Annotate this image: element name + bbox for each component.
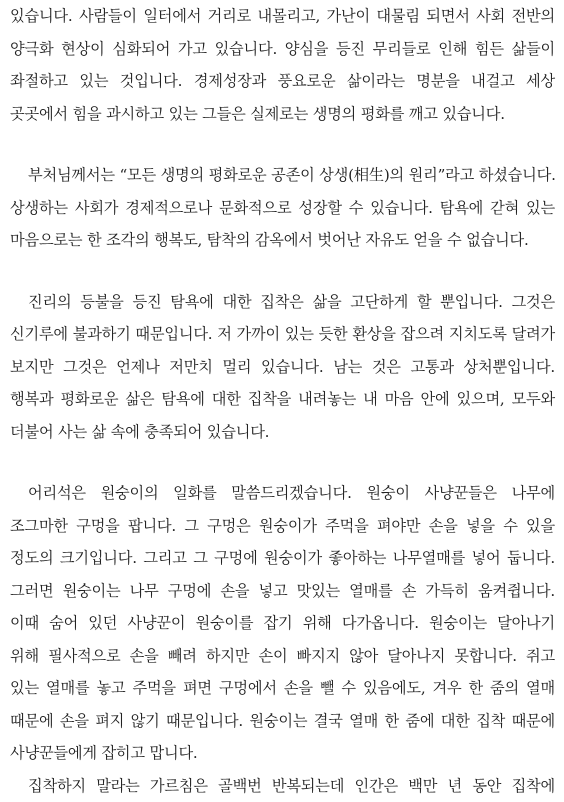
text-line: 집착하지 말라는 가르침은 골백번 반복되는데 인간은 백만 년 동안 집착에 — [10, 770, 555, 802]
text-line: 때문에 손을 펴지 않기 때문입니다. 원숭이는 결국 열매 한 줌에 대한 집착 때문에 — [10, 705, 555, 738]
paragraph-2 — [10, 159, 555, 257]
text-line: 정도의 크기입니다. 그리고 그 구멍에 원숭이가 좋아하는 나무열매를 넣어 둡니다. — [10, 542, 555, 575]
text-line: 행복과 평화로운 삶은 탐욕에 대한 집착을 내려놓는 내 마음 안에 있으며, 모두와 — [10, 383, 555, 416]
text-line: 어리석은 원숭이의 일화를 말씀드리겠습니다. 원숭이 사냥꾼들은 나무에 — [10, 477, 555, 510]
paragraph-1 — [10, 0, 555, 130]
text-line: 상생하는 사회가 경제적으로나 문화적으로 성장할 수 있습니다. 탐욕에 갇혀 있는 — [10, 192, 555, 225]
text-line: 보지만 그것은 언제나 저만치 멀리 있습니다. 남는 것은 고통과 상처뿐입니다. — [10, 351, 555, 384]
text-line: 마음으로는 한 조각의 행복도, 탐착의 감옥에서 벗어난 자유도 얻을 수 없습니다. — [10, 224, 555, 257]
text-line: 더불어 사는 삶 속에 충족되어 있습니다. — [10, 416, 555, 449]
text-line: 진리의 등불을 등진 탐욕에 대한 집착은 삶을 고단하게 할 뿐입니다. 그것은 — [10, 286, 555, 319]
document-body — [10, 0, 555, 802]
text-line: 있습니다. 사람들이 일터에서 거리로 내몰리고, 가난이 대물림 되면서 사회 전반의 — [10, 0, 555, 33]
text-line: 조그마한 구멍을 팝니다. 그 구멍은 원숭이가 주먹을 펴야만 손을 넣을 수 있을 — [10, 510, 555, 543]
text-line: 위해 필사적으로 손을 빼려 하지만 손이 빠지지 않아 달아나지 못합니다. 쥐고 — [10, 640, 555, 673]
text-line: 좌절하고 있는 것입니다. 경제성장과 풍요로운 삶이라는 명분을 내걸고 세상 — [10, 65, 555, 98]
text-line: 신기루에 불과하기 때문입니다. 저 가까이 있는 듯한 환상을 잡으려 지치도록 달려가 — [10, 318, 555, 351]
text-line: 사냥꾼들에게 잡히고 맙니다. — [10, 737, 555, 770]
paragraph-5 — [10, 770, 555, 802]
text-line: 곳곳에서 힘을 과시하고 있는 그들은 실제로는 생명의 평화를 깨고 있습니다. — [10, 98, 555, 131]
text-line: 양극화 현상이 심화되어 가고 있습니다. 양심을 등진 무리들로 인해 힘든 삶들이 — [10, 33, 555, 66]
text-line: 부처님께서는 “모든 생명의 평화로운 공존이 상생(相生)의 원리”라고 하셨습니다. — [10, 159, 555, 192]
paragraph-4 — [10, 477, 555, 770]
paragraph-3 — [10, 286, 555, 449]
text-line: 그러면 원숭이는 나무 구멍에 손을 넣고 맛있는 열매를 손 가득히 움켜쥡니다. — [10, 575, 555, 608]
text-line: 이때 숨어 있던 사냥꾼이 원숭이를 잡기 위해 다가옵니다. 원숭이는 달아나기 — [10, 607, 555, 640]
text-line: 있는 열매를 놓고 주먹을 펴면 구멍에서 손을 뺄 수 있음에도, 겨우 한 줌의 열매 — [10, 672, 555, 705]
